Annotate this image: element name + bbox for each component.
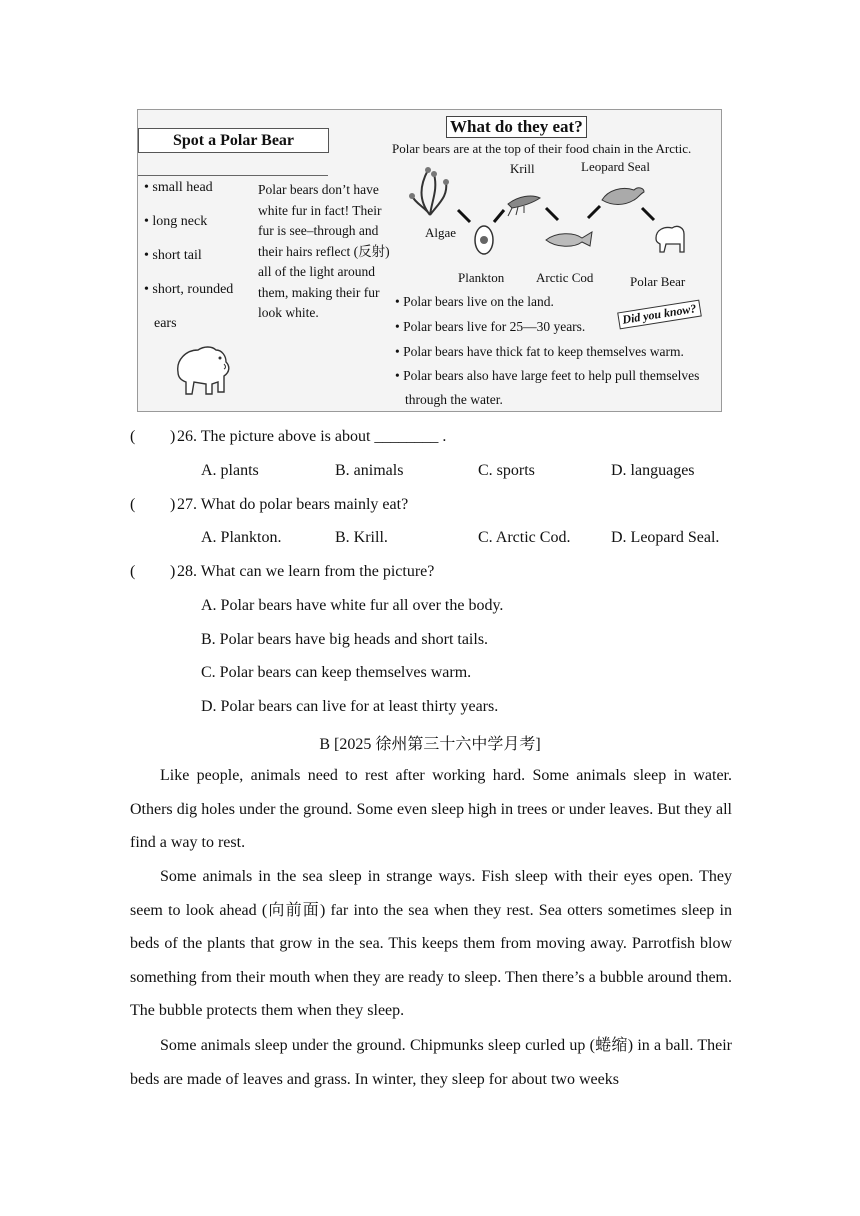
feature-item: • long neck bbox=[144, 214, 207, 230]
question-28-text: 28. What can we learn from the picture? bbox=[177, 563, 435, 580]
option: B. Polar bears have big heads and short tails. bbox=[201, 631, 489, 648]
food-chain-subtitle: Polar bears are at the top of their food chain in the Arctic. bbox=[392, 141, 692, 156]
polar-bear-icon bbox=[172, 342, 234, 400]
question-28-paren-open: ( bbox=[130, 563, 136, 580]
chain-label-leopard-seal: Leopard Seal bbox=[581, 159, 650, 174]
food-chain-diagram bbox=[408, 160, 708, 280]
option: C. sports bbox=[478, 462, 535, 479]
spot-polar-bear-title: Spot a Polar Bear bbox=[138, 128, 329, 153]
feature-item: • small head bbox=[144, 180, 213, 196]
fact-item-continued: through the water. bbox=[405, 392, 503, 407]
section-b-heading: B [2025 徐州第三十六中学月考] bbox=[319, 736, 541, 753]
chain-label-polar-bear: Polar Bear bbox=[630, 274, 686, 289]
question-27-text: 27. What do polar bears mainly eat? bbox=[177, 496, 409, 513]
feature-item: • short, rounded bbox=[144, 282, 233, 298]
chain-label-algae: Algae bbox=[425, 225, 457, 240]
krill-icon bbox=[508, 196, 540, 216]
arctic-cod-icon bbox=[546, 232, 592, 246]
option: D. Leopard Seal. bbox=[611, 529, 720, 546]
divider bbox=[138, 175, 328, 176]
polar-bear-infographic bbox=[137, 109, 722, 412]
option: A. Polar bears have white fur all over the body. bbox=[201, 597, 504, 614]
plankton-icon bbox=[475, 226, 493, 254]
option: B. Krill. bbox=[335, 529, 388, 546]
what-do-they-eat-title: What do they eat? bbox=[446, 116, 587, 138]
chain-label-plankton: Plankton bbox=[458, 270, 505, 285]
feature-item-continued: ears bbox=[154, 316, 177, 331]
small-polar-bear-icon bbox=[656, 226, 684, 252]
chain-label-arctic-cod: Arctic Cod bbox=[536, 270, 594, 285]
fact-item: • Polar bears live for 25—30 years. bbox=[395, 319, 585, 335]
question-27-paren-open: ( bbox=[130, 496, 136, 513]
option: C. Arctic Cod. bbox=[478, 529, 571, 546]
passage-paragraph: Like people, animals need to rest after working hard. Some animals sleep in water. Others dig holes under the ground. Some even sleep high in trees or under leaves. But they all find a way to rest. bbox=[130, 767, 732, 852]
option: D. Polar bears can live for at least thirty years. bbox=[201, 698, 499, 715]
algae-icon bbox=[409, 167, 449, 215]
question-26-paren-open: ( bbox=[130, 428, 136, 445]
option: D. languages bbox=[611, 462, 695, 479]
fur-note: Polar bears don’t have white fur in fact! Their fur is see–through and their hairs reflect (反射) all of the light around them, making their fur look white. bbox=[258, 182, 390, 320]
feature-item: • short tail bbox=[144, 248, 202, 264]
question-26-paren-close: ) bbox=[170, 428, 176, 445]
chain-label-krill: Krill bbox=[510, 161, 535, 176]
question-26-text: 26. The picture above is about ________ . bbox=[177, 428, 447, 445]
fact-item: • Polar bears live on the land. bbox=[395, 294, 554, 310]
fact-item: • Polar bears have thick fat to keep themselves warm. bbox=[395, 344, 684, 360]
option: B. animals bbox=[335, 462, 404, 479]
option: A. Plankton. bbox=[201, 529, 282, 546]
option: C. Polar bears can keep themselves warm. bbox=[201, 664, 472, 681]
did-you-know-badge: Did you know? bbox=[617, 300, 701, 330]
passage-paragraph: Some animals in the sea sleep in strange ways. Fish sleep with their eyes open. They seem to look ahead (向前面) far into the sea when they rest. Sea otters sometimes sleep in beds of the plants that grow in the sea. This keeps them from moving away. Parrotfish blow something from their mouth when they are ready to sleep. Then there’s a bubble around them. The bubble protects them when they sleep. bbox=[130, 868, 732, 1020]
question-28-paren-close: ) bbox=[170, 563, 176, 580]
option: A. plants bbox=[201, 462, 259, 479]
leopard-seal-icon bbox=[602, 188, 644, 205]
question-27-paren-close: ) bbox=[170, 496, 176, 513]
fact-item: • Polar bears also have large feet to help pull themselves bbox=[395, 368, 699, 384]
passage-paragraph: Some animals sleep under the ground. Chipmunks sleep curled up (蜷缩) in a ball. Their beds are made of leaves and grass. In winter, they sleep for about two weeks bbox=[130, 1037, 732, 1088]
